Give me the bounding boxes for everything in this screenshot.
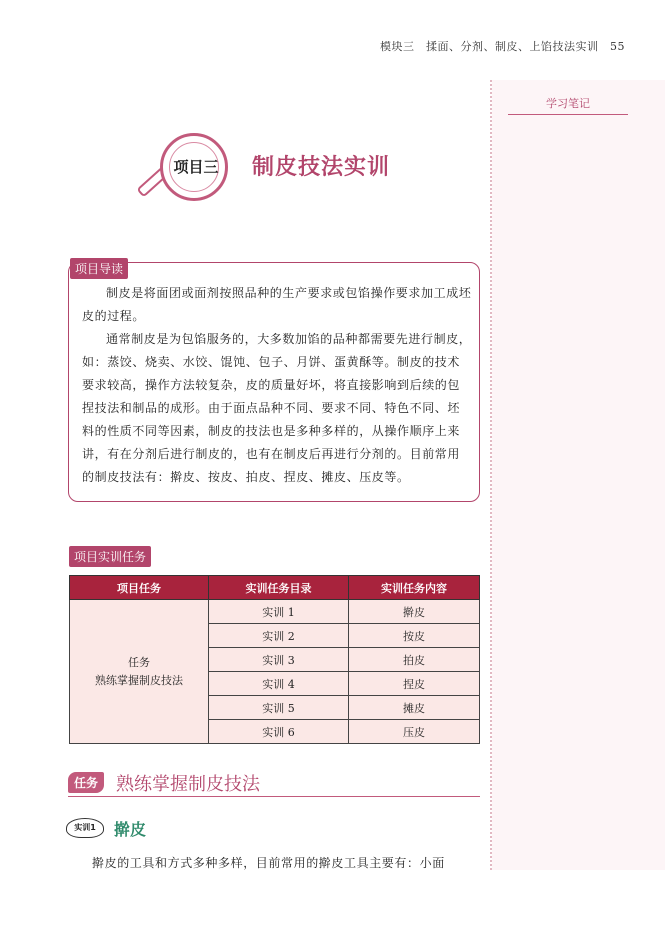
task-content: 压皮 <box>349 720 480 744</box>
project-number: 项目三 <box>173 158 219 176</box>
task-item: 实训 4 <box>209 672 349 696</box>
task-content: 捏皮 <box>349 672 480 696</box>
training-badge-text: 实训1 <box>74 823 96 832</box>
column-header: 项目任务 <box>70 576 209 600</box>
running-header: 模块三 揉面、分剂、制皮、上馅技法实训 55 <box>380 40 625 53</box>
table-row <box>70 600 480 624</box>
project-title: 制皮技法实训 <box>252 155 391 180</box>
training-badge-icon <box>66 818 104 838</box>
task-item: 实训 1 <box>209 600 349 624</box>
table-header-row <box>70 576 480 600</box>
task-content: 擀皮 <box>349 600 480 624</box>
task-table <box>69 575 480 744</box>
task-line: 任务 <box>128 655 150 669</box>
task-title: 熟练掌握制皮技法 <box>116 774 260 795</box>
intro-tag: 项目导读 <box>70 258 128 279</box>
intro-paragraph: 制皮是将面团或面剂按照品种的生产要求或包馅操作要求加工成坯皮的过程。 <box>82 286 472 323</box>
task-content: 摊皮 <box>349 696 480 720</box>
task-content: 拍皮 <box>349 648 480 672</box>
tasks-tag: 项目实训任务 <box>69 546 151 567</box>
task-item: 实训 3 <box>209 648 349 672</box>
column-header: 实训任务目录 <box>209 576 349 600</box>
intro-text <box>82 282 472 489</box>
training-title: 擀皮 <box>114 820 147 839</box>
body-text: 擀皮的工具和方式多种多样，目前常用的擀皮工具主要有：小面 <box>92 856 445 870</box>
task-item: 实训 6 <box>209 720 349 744</box>
column-header: 实训任务内容 <box>349 576 480 600</box>
intro-paragraph: 通常制皮是为包馅服务的，大多数加馅的品种都需要先进行制皮，如：蒸饺、烧卖、水饺、馄饨、包子、月饼、蛋黄酥等。制皮的技术要求较高，操作方法较复杂，皮的质量好坏，将直接影响到后续的包捏技法和制品的成形。由于面点品种不同、要求不同、特色不同、坯料的性质不同等因素，制皮的技法也是多种多样的，从操作顺序上来讲，有在分剂后进行制皮的，也有在制皮后再进行分剂的。目前常用的制皮技法有：擀皮、按皮、拍皮、捏皮、摊皮、压皮等。 <box>82 332 472 484</box>
task-heading <box>68 770 480 797</box>
task-content: 按皮 <box>349 624 480 648</box>
task-cell <box>70 600 209 744</box>
task-label: 任务 <box>68 772 104 793</box>
notes-column <box>492 80 665 870</box>
task-item: 实训 2 <box>209 624 349 648</box>
task-line: 熟练掌握制皮技法 <box>95 673 183 687</box>
project-badge <box>138 128 248 220</box>
task-item: 实训 5 <box>209 696 349 720</box>
notes-title: 学习笔记 <box>508 95 628 115</box>
notes-divider <box>490 80 492 870</box>
